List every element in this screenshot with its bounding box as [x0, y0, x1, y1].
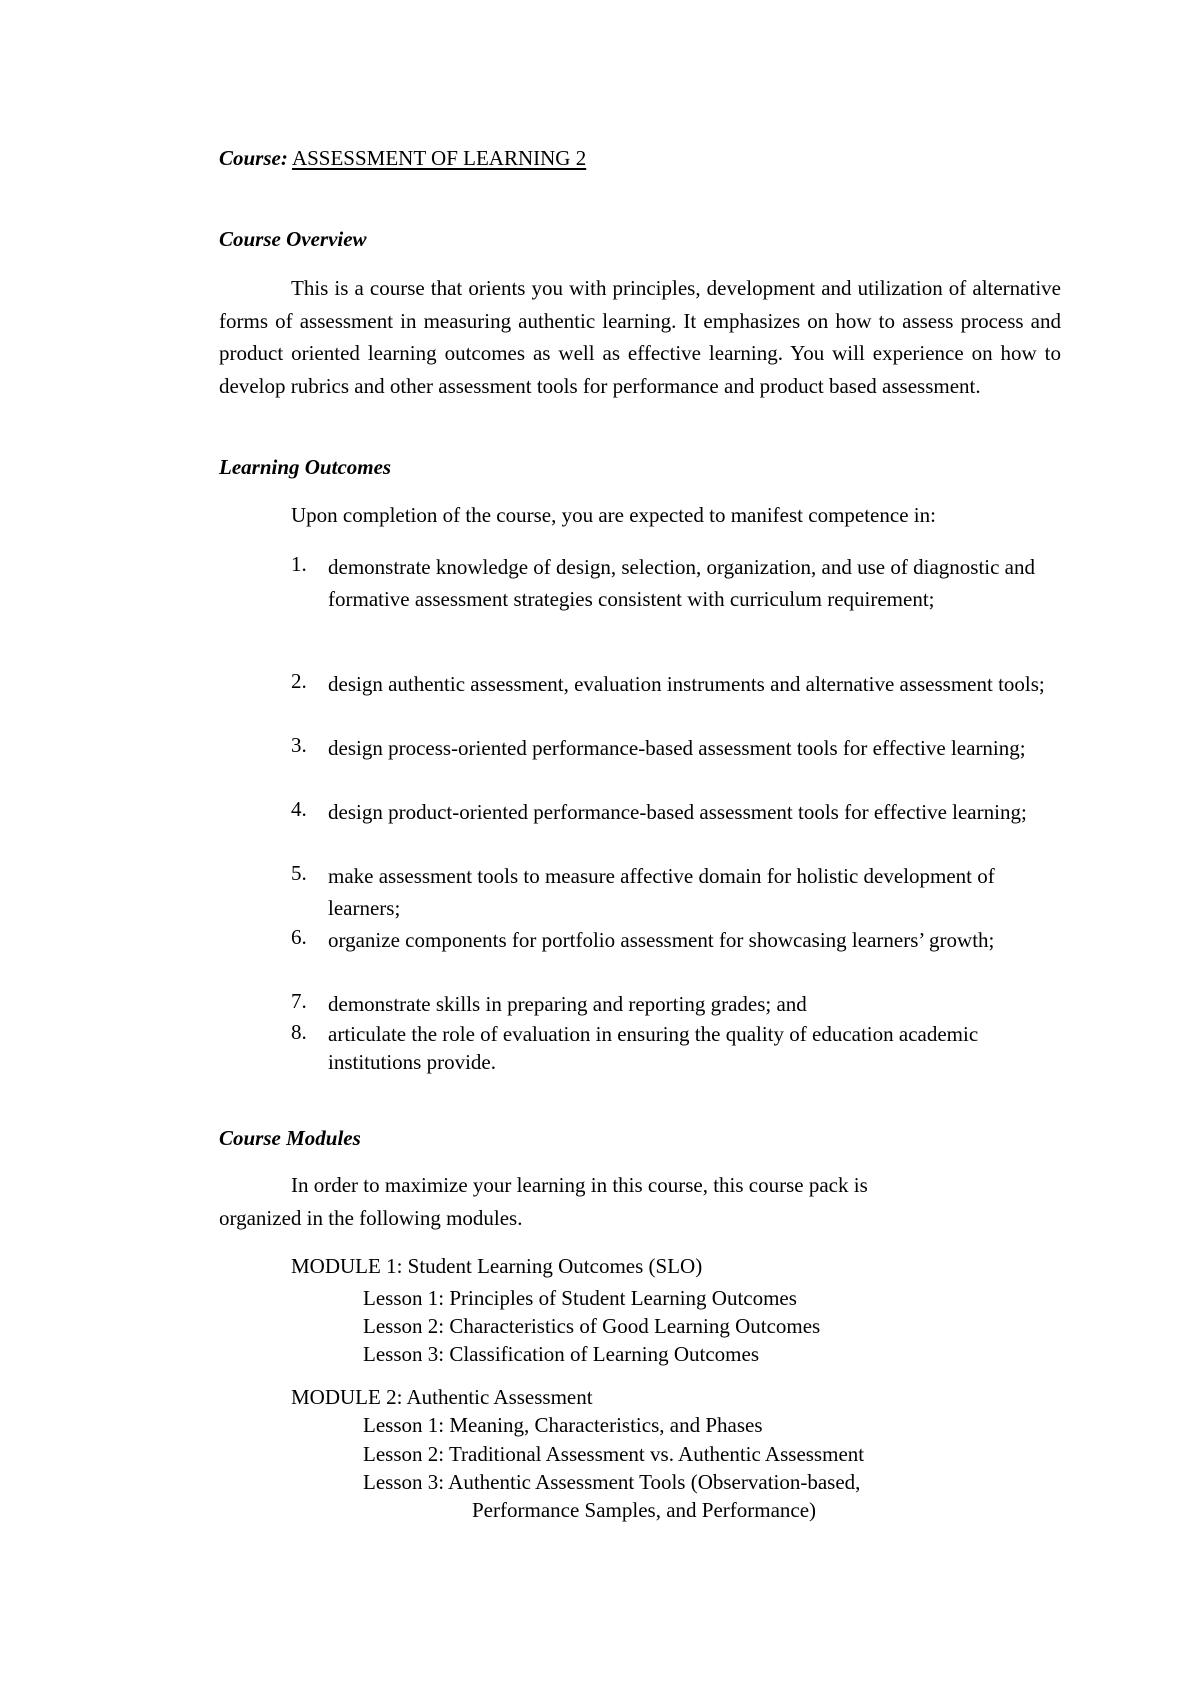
- course-label: Course:: [219, 146, 288, 170]
- outcomes-heading: Learning Outcomes: [219, 455, 392, 479]
- list-text: demonstrate skills in preparing and reporting grades; and: [328, 992, 807, 1016]
- module-1-lesson-1: Lesson 1: Principles of Student Learning Outcomes: [363, 1286, 797, 1310]
- list-number: 6.: [291, 925, 307, 949]
- overview-paragraph: This is a course that orients you with principles, development and utilization of alternative forms of assessment in measuring authentic learning. It emphasizes on how to assess process and product oriented learning outcomes as well as effective learning. You will experience on how to develop rubrics and other assessment tools for performance and product based assessment.: [219, 276, 1061, 398]
- list-text: demonstrate knowledge of design, selection, organization, and use of diagnostic and formative assessment strategies consistent with curriculum requirement;: [328, 555, 1036, 611]
- module-2-lesson-3: Lesson 3: Authentic Assessment Tools (Observation-based,: [363, 1470, 861, 1494]
- module-2-lesson-3-continued: Performance Samples, and Performance): [472, 1498, 817, 1522]
- list-number: 5.: [291, 861, 307, 885]
- list-text: design authentic assessment, evaluation instruments and alternative assessment tools;: [328, 672, 1045, 696]
- list-number: 7.: [291, 989, 307, 1013]
- course-title-line: [219, 146, 586, 171]
- module-1-title: MODULE 1: Student Learning Outcomes (SLO): [291, 1254, 703, 1278]
- module-2-lesson-1: Lesson 1: Meaning, Characteristics, and Phases: [363, 1413, 763, 1437]
- outcomes-intro: Upon completion of the course, you are expected to manifest competence in:: [291, 503, 936, 527]
- list-number: 3.: [291, 733, 307, 757]
- module-2-title: MODULE 2: Authentic Assessment: [291, 1385, 593, 1409]
- list-number: 1.: [291, 552, 307, 576]
- list-text: organize components for portfolio assessment for showcasing learners’ growth;: [328, 928, 995, 952]
- list-number: 4.: [291, 797, 307, 821]
- modules-intro-line2: organized in the following modules.: [219, 1206, 523, 1230]
- module-1-lesson-3: Lesson 3: Classification of Learning Outcomes: [363, 1342, 759, 1366]
- module-2-lesson-2: Lesson 2: Traditional Assessment vs. Authentic Assessment: [363, 1442, 865, 1466]
- modules-heading: Course Modules: [219, 1126, 361, 1150]
- list-text: make assessment tools to measure affective domain for holistic development of learners;: [328, 864, 995, 920]
- list-number: 2.: [291, 669, 307, 693]
- list-number: 8.: [291, 1020, 307, 1044]
- list-text: articulate the role of evaluation in ensuring the quality of education academic institutions provide.: [328, 1022, 979, 1074]
- list-text: design product-oriented performance-based assessment tools for effective learning;: [328, 800, 1027, 824]
- list-text: design process-oriented performance-based assessment tools for effective learning;: [328, 736, 1026, 760]
- overview-heading: Course Overview: [219, 227, 367, 251]
- course-title: ASSESSMENT OF LEARNING 2: [291, 146, 587, 170]
- modules-intro-line1: In order to maximize your learning in this course, this course pack is: [291, 1173, 868, 1197]
- module-1-lesson-2: Lesson 2: Characteristics of Good Learning Outcomes: [363, 1314, 821, 1338]
